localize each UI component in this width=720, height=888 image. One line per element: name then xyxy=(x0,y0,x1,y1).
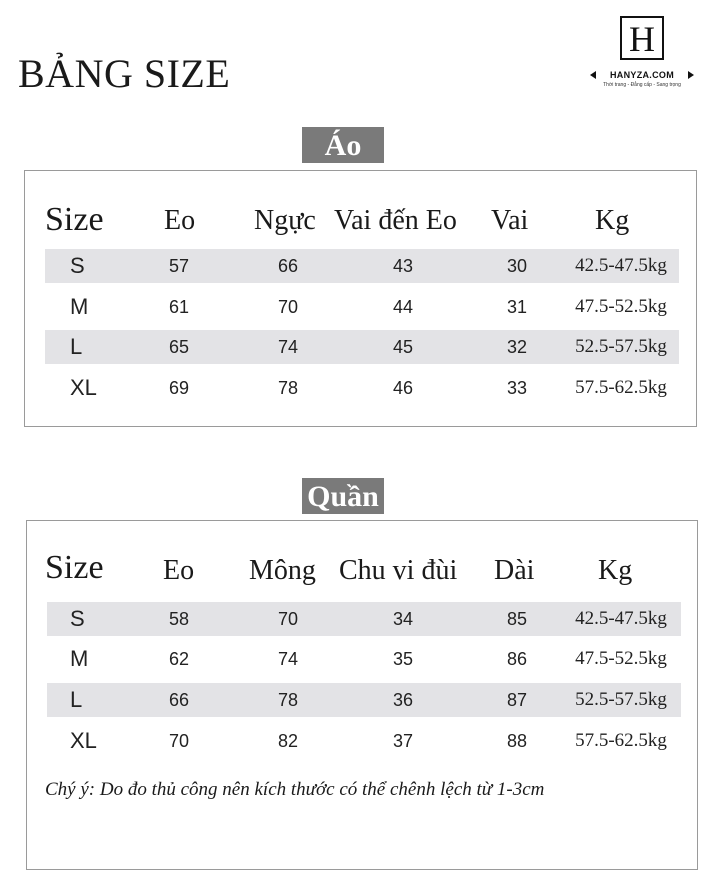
cell-vai: 30 xyxy=(506,256,528,276)
cell-eo: 62 xyxy=(168,649,190,669)
header-dai: Dài xyxy=(494,555,535,586)
cell-mong: 78 xyxy=(277,690,299,710)
cell-size: XL xyxy=(70,728,97,753)
cell-size: XL xyxy=(70,375,97,400)
cell-eo: 69 xyxy=(168,378,190,398)
cell-size: L xyxy=(70,687,83,712)
header-eo: Eo xyxy=(164,205,196,236)
cell-eo: 70 xyxy=(168,731,190,751)
cell-vai: 33 xyxy=(506,378,528,398)
cell-mong: 74 xyxy=(277,649,299,669)
cell-chu-vi-dui: 35 xyxy=(392,649,414,669)
cell-nguc: 78 xyxy=(277,378,299,398)
size-table-ao xyxy=(24,170,697,427)
cell-size: S xyxy=(70,253,85,278)
cell-kg: 57.5-62.5kg xyxy=(575,730,667,751)
cell-size: M xyxy=(70,646,89,671)
header-size: Size xyxy=(45,201,104,238)
header-chu-vi-dui: Chu vi đùi xyxy=(339,555,458,586)
cell-eo: 65 xyxy=(168,337,190,357)
header-nguc: Ngực xyxy=(254,205,316,236)
cell-size: M xyxy=(70,294,89,319)
header-eo: Eo xyxy=(163,555,195,586)
cell-dai: 86 xyxy=(506,649,528,669)
cell-kg: 52.5-57.5kg xyxy=(575,336,667,357)
header-vai: Vai xyxy=(491,205,529,236)
cell-dai: 87 xyxy=(506,690,528,710)
cell-chu-vi-dui: 36 xyxy=(392,690,414,710)
cell-mong: 70 xyxy=(277,609,299,629)
header-mong: Mông xyxy=(249,555,316,586)
cell-nguc: 66 xyxy=(277,256,299,276)
logo-name: HANYZA.COM xyxy=(596,68,688,82)
cell-vai: 32 xyxy=(506,337,528,357)
cell-eo: 61 xyxy=(168,297,190,317)
cell-vai-den-eo: 44 xyxy=(392,297,414,317)
cell-mong: 82 xyxy=(277,731,299,751)
brand-logo xyxy=(590,16,700,96)
cell-vai: 31 xyxy=(506,297,528,317)
cell-eo: 58 xyxy=(168,609,190,629)
header-kg: Kg xyxy=(598,555,633,586)
cell-chu-vi-dui: 34 xyxy=(392,609,414,629)
cell-kg: 47.5-52.5kg xyxy=(575,296,667,317)
cell-eo: 66 xyxy=(168,690,190,710)
cell-vai-den-eo: 46 xyxy=(392,378,414,398)
cell-kg: 57.5-62.5kg xyxy=(575,377,667,398)
header-size: Size xyxy=(45,549,104,586)
logo-tagline: Thời trang - Đẳng cấp - Sang trọng xyxy=(603,82,681,88)
cell-dai: 85 xyxy=(506,609,528,629)
cell-size: S xyxy=(70,606,85,631)
cell-chu-vi-dui: 37 xyxy=(392,731,414,751)
cell-kg: 42.5-47.5kg xyxy=(575,255,667,276)
cell-dai: 88 xyxy=(506,731,528,751)
cell-size: L xyxy=(70,334,83,359)
header-kg: Kg xyxy=(595,205,630,236)
cell-vai-den-eo: 45 xyxy=(392,337,414,357)
cell-kg: 52.5-57.5kg xyxy=(575,689,667,710)
page-title: BẢNG SIZE xyxy=(18,51,231,96)
section-label-ao: Áo xyxy=(302,127,384,163)
cell-vai-den-eo: 43 xyxy=(392,256,414,276)
cell-kg: 47.5-52.5kg xyxy=(575,648,667,669)
logo-letter: H xyxy=(620,16,664,60)
header-vai-den-eo: Vai đến Eo xyxy=(334,205,457,236)
cell-nguc: 70 xyxy=(277,297,299,317)
section-label-quan: Quần xyxy=(302,478,384,514)
measurement-note: Chý ý: Do đo thủ công nên kích thước có thể chênh lệch từ 1-3cm xyxy=(45,779,545,800)
cell-kg: 42.5-47.5kg xyxy=(575,608,667,629)
cell-eo: 57 xyxy=(168,256,190,276)
cell-nguc: 74 xyxy=(277,337,299,357)
size-table-quan xyxy=(26,520,698,870)
